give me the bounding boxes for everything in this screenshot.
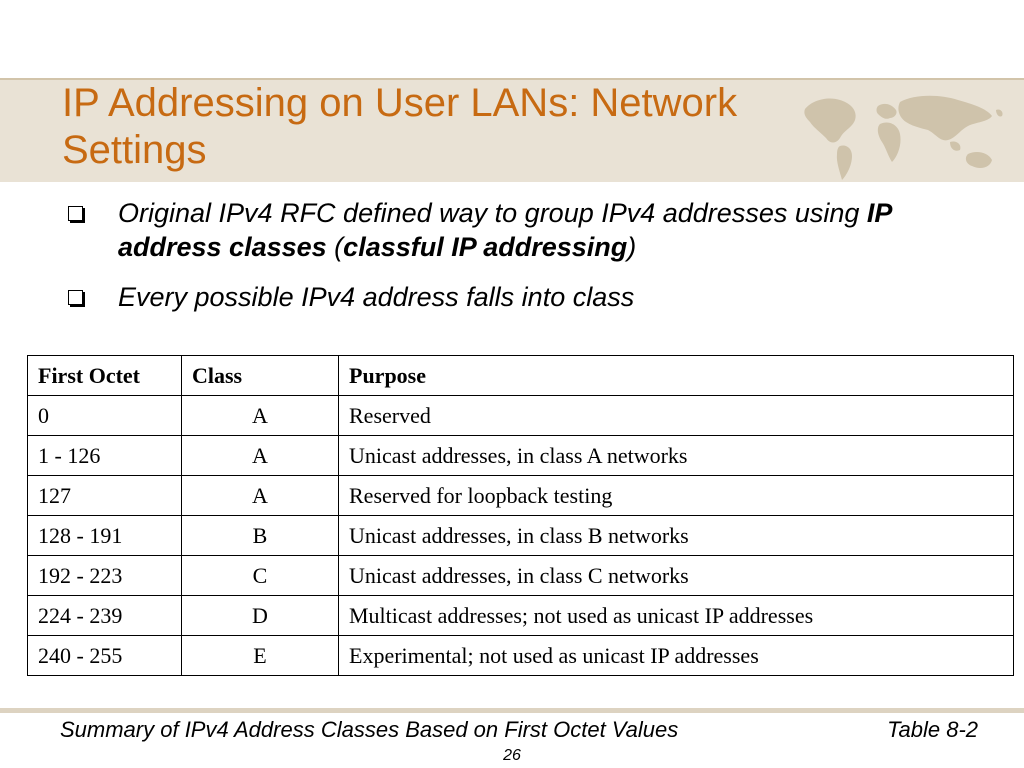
cell-first-octet: 192 - 223	[28, 556, 182, 596]
cell-first-octet: 128 - 191	[28, 516, 182, 556]
cell-first-octet: 240 - 255	[28, 636, 182, 676]
cell-purpose: Reserved for loopback testing	[339, 476, 1014, 516]
table-row	[28, 596, 1014, 636]
table-row	[28, 516, 1014, 556]
slide-title	[62, 80, 862, 174]
cell-purpose: Experimental; not used as unicast IP addresses	[339, 636, 1014, 676]
cell-first-octet: 1 - 126	[28, 436, 182, 476]
cell-purpose: Unicast addresses, in class A networks	[339, 436, 1014, 476]
header-purpose: Purpose	[339, 356, 1014, 396]
hollow-square-bullet-icon	[68, 290, 83, 305]
page-number: 26	[503, 747, 521, 764]
header-class: Class	[182, 356, 339, 396]
title-line-2: Settings	[62, 128, 207, 172]
cell-class: A	[182, 436, 339, 476]
bullet-item-every-address	[60, 280, 990, 314]
cell-class: A	[182, 396, 339, 436]
cell-class: C	[182, 556, 339, 596]
ipv4-class-table	[27, 355, 1014, 676]
cell-first-octet: 127	[28, 476, 182, 516]
table-reference: Table 8-2	[887, 717, 978, 742]
bullet-text: Every possible IPv4 address falls into class	[118, 282, 635, 312]
table-row	[28, 636, 1014, 676]
table-row	[28, 476, 1014, 516]
bullet-item-classes	[60, 196, 990, 264]
bullet-text: Original IPv4 RFC defined way to group IPv4 addresses using	[118, 198, 867, 228]
cell-class: B	[182, 516, 339, 556]
cell-class: D	[182, 596, 339, 636]
bullet-list	[60, 196, 990, 330]
bullet-bold-term-2: classful IP addressing	[343, 232, 628, 262]
table-row	[28, 436, 1014, 476]
cell-first-octet: 224 - 239	[28, 596, 182, 636]
bullet-text-paren-close: )	[627, 232, 637, 262]
cell-purpose: Multicast addresses; not used as unicast IP addresses	[339, 596, 1014, 636]
footer-divider	[0, 708, 1024, 713]
bullet-bold-term: IP address classes	[118, 198, 892, 262]
cell-purpose: Reserved	[339, 396, 1014, 436]
cell-purpose: Unicast addresses, in class C networks	[339, 556, 1014, 596]
cell-class: A	[182, 476, 339, 516]
table-header-row	[28, 356, 1014, 396]
table-row	[28, 396, 1014, 436]
header-first-octet: First Octet	[28, 356, 182, 396]
hollow-square-bullet-icon	[68, 206, 83, 221]
table-caption: Summary of IPv4 Address Classes Based on First Octet Values	[60, 717, 679, 742]
cell-class: E	[182, 636, 339, 676]
table-row	[28, 556, 1014, 596]
cell-purpose: Unicast addresses, in class B networks	[339, 516, 1014, 556]
title-line-1: IP Addressing on User LANs: Network	[62, 81, 738, 125]
cell-first-octet: 0	[28, 396, 182, 436]
bullet-text-paren-open: (	[326, 232, 344, 262]
